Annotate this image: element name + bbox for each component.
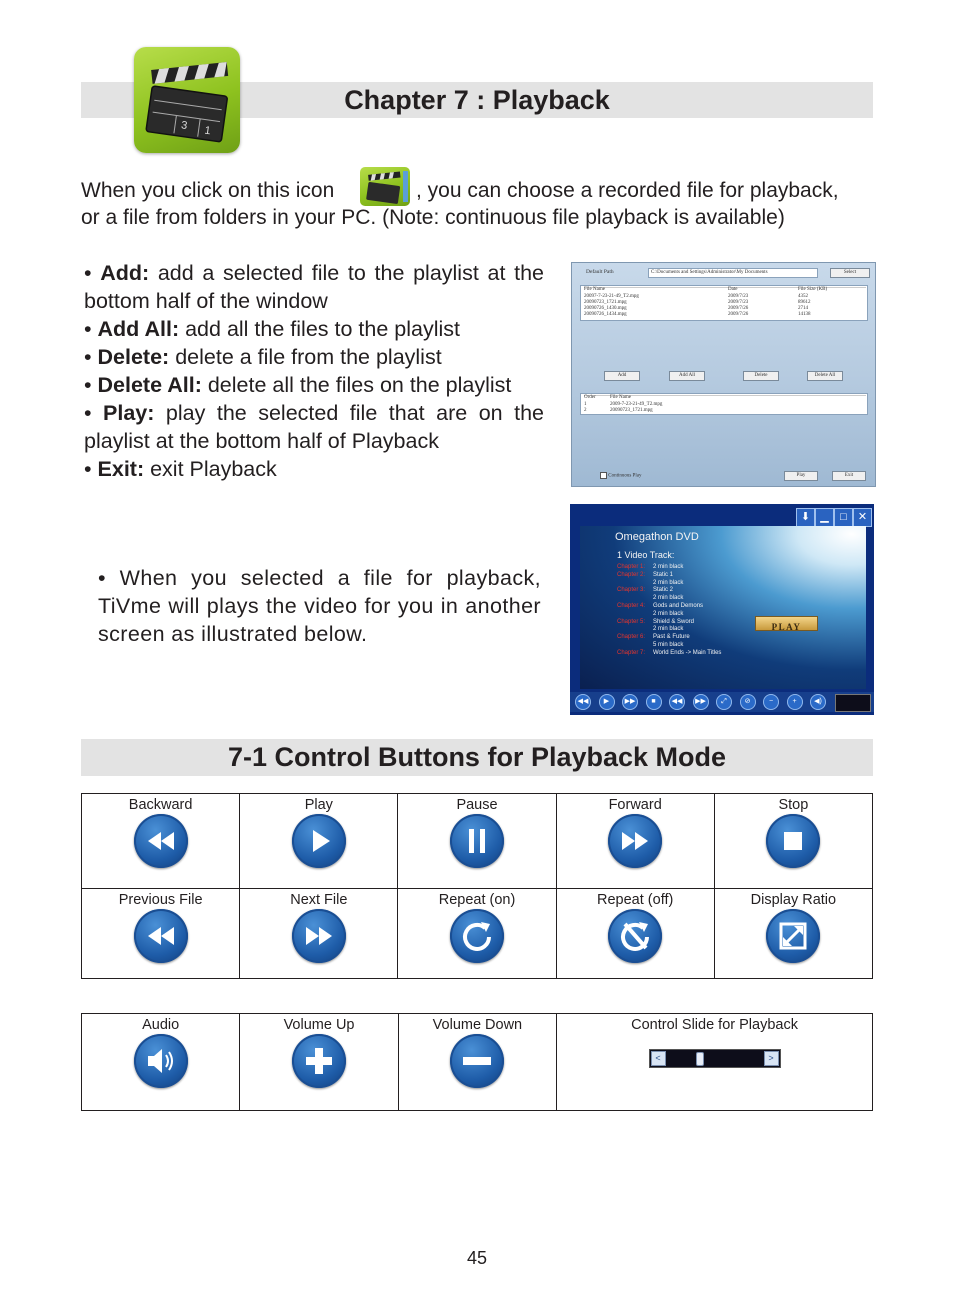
dvd-chapter-line[interactable]: Chapter 6: Past & Future [617,634,690,641]
minimize-icon[interactable]: ▁ [815,508,834,527]
toolbar-audio-icon[interactable]: ◀) [810,694,826,710]
dvd-player-screenshot [570,504,874,715]
volume-down-icon[interactable] [450,1034,504,1088]
dvd-chapter-line[interactable]: 2 min black [653,626,684,633]
section-title: 7-1 Control Buttons for Playback Mode [227,742,727,772]
toolbar-forward-icon[interactable]: ▶▶ [622,694,638,710]
select-button[interactable]: Select [830,268,870,278]
bullet-exit: • Exit: exit Playback [84,457,277,481]
dvd-chapter-line[interactable]: Chapter 4: Gods and Demons [617,603,704,609]
add-all-button[interactable]: Add All [669,371,705,381]
cell-volume-up: Volume Up [240,1014,398,1111]
cell-forward: Forward [556,794,714,889]
window-controls [796,507,872,524]
slider-left-arrow-icon[interactable]: < [651,1051,666,1066]
close-icon[interactable]: ✕ [853,508,872,527]
dvd-chapter-line[interactable]: Chapter 5: Shield & Sword [617,618,695,625]
previous-file-icon[interactable] [134,909,188,963]
playback-slider[interactable] [649,1049,781,1068]
dvd-chapter-line[interactable]: 2 min black [653,579,684,586]
bullet-delete-all: • Delete All: delete all the files on the playlist [84,373,512,397]
stop-icon[interactable] [766,814,820,868]
cell-previous-file: Previous File [82,889,240,979]
toolbar-stop-icon[interactable]: ■ [646,694,662,710]
bullet-add-all: • Add All: add all the files to the playlist [84,317,460,341]
cell-audio: Audio [82,1014,240,1111]
file-list[interactable]: File Name Date File Size (KB) 20097-7-23-21-49_T2.mpg 2009/7/23 4352 20090723_1721.mpg 2009/7/23 89612 20090726_1430.mpg 2009/7/26 2714 20090726_1434.mpg 2009/7/26 14138 [580,285,868,321]
display-ratio-icon[interactable] [766,909,820,963]
audio-icon[interactable] [134,1034,188,1088]
svg-text:1: 1 [203,124,212,138]
bullet-delete: • Delete: delete a file from the playlist [84,345,442,369]
toolbar-volume-down-icon[interactable]: − [763,694,779,710]
cell-display-ratio: Display Ratio [714,889,872,979]
maximize-icon[interactable]: □ [834,508,853,527]
path-field[interactable]: C:\Documents and Settings\Administrator\My Documents [648,268,818,278]
bullet-add: • Add: add a selected file to the playlist at the bottom half of the window [84,261,544,313]
cell-repeat-off: Repeat (off) [556,889,714,979]
cell-control-slide: Control Slide for Playback < > [557,1014,873,1111]
dvd-title: Omegathon DVD [615,531,699,543]
column-file-name: File Name [584,287,605,292]
repeat-off-icon[interactable] [608,909,662,963]
delete-button[interactable]: Delete [743,371,779,381]
toolbar-display-ratio-icon[interactable]: ⤢ [716,694,732,710]
cell-next-file: Next File [240,889,398,979]
dvd-play-button[interactable]: PLAY [755,616,818,631]
intro-line-2: or a file from folders in your PC. (Note: continuous file playback is available) [81,206,785,229]
volume-up-icon[interactable] [292,1034,346,1088]
toolbar-repeat-off-icon[interactable]: ⊘ [740,694,756,710]
dvd-menu-view [580,526,866,689]
cell-repeat-on: Repeat (on) [398,889,556,979]
toolbar-slider[interactable] [835,694,871,712]
dvd-track: 1 Video Track: [617,550,675,560]
bullet-play: • Play: play the selected file that are on the playlist at the bottom half of Playback [84,401,544,453]
backward-icon[interactable] [134,814,188,868]
chapter-title: Chapter 7 : Playback [344,85,610,115]
dvd-chapter-line[interactable]: 5 min black [653,642,684,648]
player-toolbar [570,692,874,712]
add-button[interactable]: Add [604,371,640,381]
exit-button[interactable]: Exit [832,471,866,481]
dvd-chapter-line[interactable]: Chapter 7: World Ends -> Main Titles [617,649,722,656]
forward-icon[interactable] [608,814,662,868]
column-file-size: File Size (KB) [798,287,828,292]
slider-thumb[interactable] [696,1052,704,1066]
column-playlist-file-name: File Name [610,395,631,400]
dvd-chapter-line[interactable]: Chapter 1: 2 min black [617,564,684,570]
playlist-window-screenshot [571,262,876,487]
toolbar-next-file-icon[interactable]: ▶▶ [693,694,709,710]
download-icon[interactable]: ⬇ [796,508,815,527]
column-date: Date [728,287,738,292]
dvd-chapter-line[interactable]: 2 min black [653,595,684,602]
play-icon[interactable] [292,814,346,868]
svg-text:3: 3 [180,119,189,133]
page-number: 45 [466,1248,488,1268]
column-order: Order [584,395,596,400]
toolbar-previous-file-icon[interactable]: ◀◀ [669,694,685,710]
toolbar-play-icon[interactable]: ▶ [599,694,615,710]
cell-play: Play [240,794,398,889]
continuous-play-checkbox[interactable]: Continuous Play [600,472,641,479]
intro-line-1-end: , you can choose a recorded file for playback, [416,179,839,202]
toolbar-volume-up-icon[interactable]: + [787,694,803,710]
section-header-band [81,739,873,776]
cell-stop: Stop [714,794,872,889]
cell-volume-down: Volume Down [398,1014,556,1111]
intro-line-1-start: When you click on this icon [81,179,335,202]
next-file-icon[interactable] [292,909,346,963]
delete-all-button[interactable]: Delete All [807,371,843,381]
dvd-chapter-line[interactable]: Chapter 2: Static 1 [617,571,674,578]
repeat-on-icon[interactable] [450,909,504,963]
dvd-chapter-line[interactable]: Chapter 3: Static 2 [617,587,674,594]
toolbar-backward-icon[interactable]: ◀◀ [575,694,591,710]
playback-small-icon [360,167,410,206]
pause-icon[interactable] [450,814,504,868]
play-button[interactable]: Play [784,471,818,481]
control-buttons-table-2 [81,1013,873,1111]
playback-note: • When you selected a file for playback, TiVme will plays the video for you in another screen as illustrated below. [98,566,541,646]
cell-pause: Pause [398,794,556,889]
playlist-box[interactable]: Order File Name 1 2009-7-23-21-49_T2.mpg 2 20090723_1721.mpg [580,393,868,415]
dvd-chapter-line[interactable]: 2 min black [653,610,684,617]
playback-clapper-icon [134,47,240,153]
slider-right-arrow-icon[interactable]: > [764,1051,779,1066]
control-buttons-table [81,793,873,979]
cell-backward: Backward [82,794,240,889]
default-path-label: Default Path [586,269,614,275]
